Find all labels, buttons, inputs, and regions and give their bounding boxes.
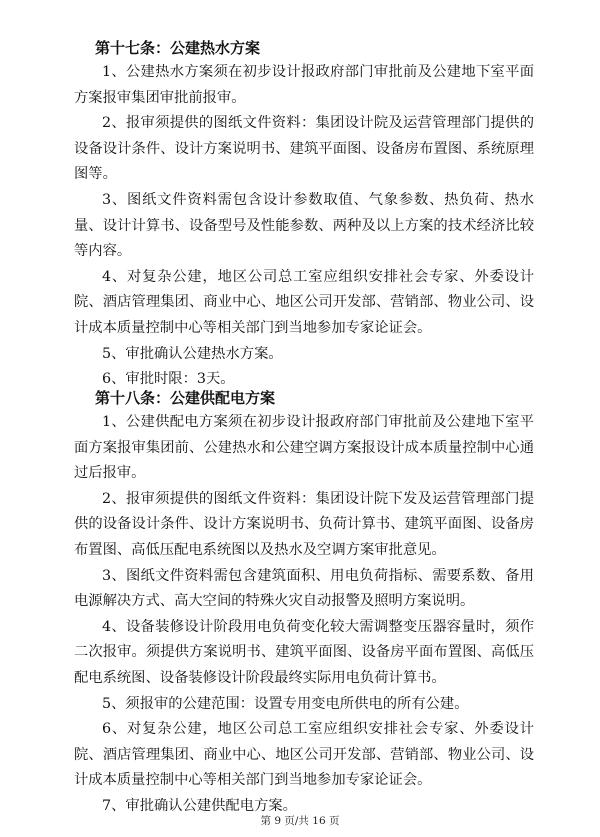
article-17-item-4: 4、对复杂公建，地区公司总工室应组织安排社会专家、外委设计院、酒店管理集团、商业中心、地区公司开发部、营销部、物业公司、设计成本质量控制中心等相关部门到当地参加专家论证会。 [74, 268, 534, 336]
article-17-heading: 第十七条：公建热水方案 [95, 39, 261, 57]
article-18-item-5: 5、须报审的公建范围：设置专用变电所供电的所有公建。 [102, 695, 469, 712]
article-18-item-1: 1、公建供配电方案须在初步设计报政府部门审批前及公建地下室平面方案报审集团前、公建热水和公建空调方案报设计成本质量控制中心通过后报审。 [74, 414, 534, 482]
article-18-item-4: 4、设备装修设计阶段用电负荷变化较大需调整变压器容量时，须作二次报审。须提供方案说明书、建筑平面图、设备房平面布置图、高低压配电系统图、设备装修设计阶段最终实际用电负荷计算书。 [74, 618, 534, 686]
article-17-item-3: 3、图纸文件资料需包含设计参数取值、气象参数、热负荷、热水量、设计计算书、设备型号及性能参数、两种及以上方案的技术经济比较等内容。 [74, 191, 534, 260]
article-18-item-3: 3、图纸文件资料需包含建筑面积、用电负荷指标、需要系数、备用电源解决方式、高大空间的特殊火灾自动报警及照明方案说明。 [74, 567, 534, 610]
article-17-item-1: 1、公建热水方案须在初步设计报政府部门审批前及公建地下室平面方案报审集团审批前报审。 [74, 64, 534, 106]
article-17-item-6: 6、审批时限：3天。 [102, 371, 235, 388]
article-18 [74, 388, 534, 820]
article-18-item-2: 2、报审须提供的图纸文件资料：集团设计院下发及运营管理部门提供的设备设计条件、设计方案说明书、负荷计算书、建筑平面图、设备房布置图、高低压配电系统图以及热水及空调方案审批意见。 [74, 490, 534, 558]
article-17-item-5: 5、审批确认公建热水方案。 [102, 345, 283, 362]
article-17-item-2: 2、报审须提供的图纸文件资料：集团设计院及运营管理部门提供的设备设计条件、设计方案说明书、建筑平面图、设备房布置图、系统原理图等。 [74, 115, 534, 183]
page-number: 第 9 页/共 16 页 [260, 815, 340, 827]
article-18-item-6: 6、对复杂公建，地区公司总工室应组织安排社会专家、外委设计院、酒店管理集团、商业中心、地区公司开发部、营销部、物业公司、设计成本质量控制中心等相关部门到当地参加专家论证会。 [74, 721, 534, 789]
article-18-heading: 第十八条：公建供配电方案 [95, 389, 276, 407]
article-18-item-7: 7、审批确认公建供配电方案。 [102, 797, 297, 814]
article-17 [74, 38, 534, 393]
